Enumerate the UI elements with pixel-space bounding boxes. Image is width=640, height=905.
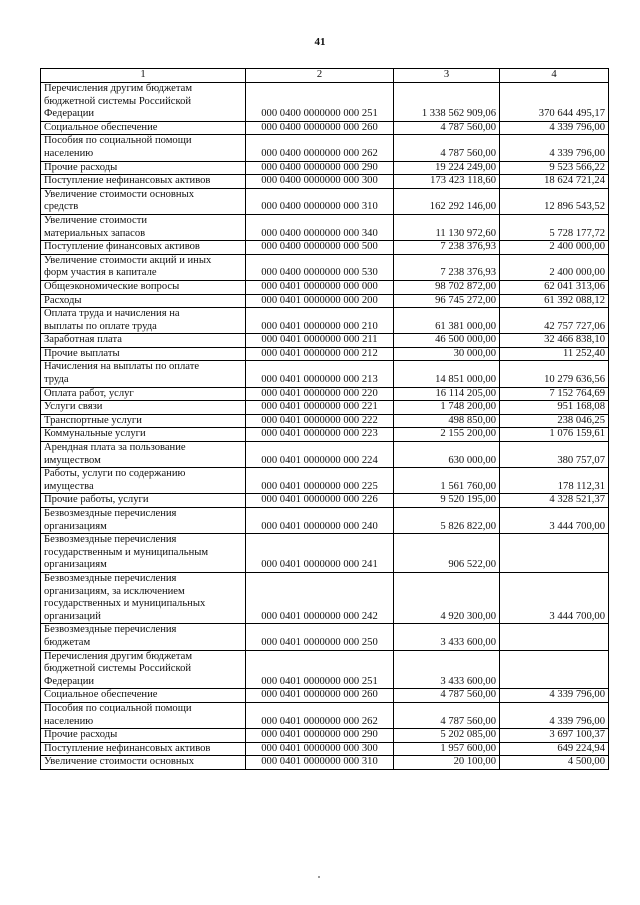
row-name-cell: Поступление нефинансовых активов bbox=[41, 742, 246, 756]
table-row bbox=[41, 401, 609, 415]
row-name-cell: Пособия по социальной помощи населению bbox=[41, 135, 246, 161]
table-row bbox=[41, 175, 609, 189]
row-name-cell: Безвозмездные перечисления организациям, за исключением государственных и муниципальных организаций bbox=[41, 572, 246, 623]
row-plan-cell: 4 787 560,00 bbox=[394, 121, 500, 135]
row-code-cell: 000 0401 0000000 000 223 bbox=[246, 428, 394, 442]
row-name-cell: Прочие выплаты bbox=[41, 347, 246, 361]
table-row bbox=[41, 572, 609, 623]
row-name-cell: Прочие работы, услуги bbox=[41, 494, 246, 508]
row-plan-cell: 2 155 200,00 bbox=[394, 428, 500, 442]
row-actual-cell: 3 444 700,00 bbox=[500, 572, 609, 623]
row-actual-cell: 10 279 636,56 bbox=[500, 361, 609, 387]
table-row bbox=[41, 294, 609, 308]
row-plan-cell: 19 224 249,00 bbox=[394, 161, 500, 175]
row-plan-cell: 4 787 560,00 bbox=[394, 689, 500, 703]
row-actual-cell: 3 697 100,37 bbox=[500, 729, 609, 743]
row-code-cell: 000 0400 0000000 000 500 bbox=[246, 241, 394, 255]
row-name-cell: Увеличение стоимости основных bbox=[41, 756, 246, 770]
table-row bbox=[41, 729, 609, 743]
table-row bbox=[41, 308, 609, 334]
row-plan-cell: 9 520 195,00 bbox=[394, 494, 500, 508]
row-actual-cell: 951 168,08 bbox=[500, 401, 609, 415]
row-code-cell: 000 0400 0000000 000 251 bbox=[246, 83, 394, 122]
row-code-cell: 000 0401 0000000 000 224 bbox=[246, 442, 394, 468]
table-row bbox=[41, 468, 609, 494]
page-number: 41 bbox=[314, 36, 326, 48]
row-actual-cell: 649 224,94 bbox=[500, 742, 609, 756]
row-plan-cell: 16 114 205,00 bbox=[394, 387, 500, 401]
row-actual-cell: 9 523 566,22 bbox=[500, 161, 609, 175]
row-name-cell: Услуги связи bbox=[41, 401, 246, 415]
row-code-cell: 000 0401 0000000 000 250 bbox=[246, 624, 394, 650]
row-name-cell: Общеэкономические вопросы bbox=[41, 280, 246, 294]
row-plan-cell: 7 238 376,93 bbox=[394, 254, 500, 280]
row-code-cell: 000 0401 0000000 000 200 bbox=[246, 294, 394, 308]
row-name-cell: Увеличение стоимости основных средств bbox=[41, 188, 246, 214]
row-plan-cell: 906 522,00 bbox=[394, 534, 500, 573]
table-row bbox=[41, 361, 609, 387]
row-actual-cell: 4 500,00 bbox=[500, 756, 609, 770]
row-name-cell: Заработная плата bbox=[41, 334, 246, 348]
row-name-cell: Работы, услуги по содержанию имущества bbox=[41, 468, 246, 494]
row-name-cell: Социальное обеспечение bbox=[41, 121, 246, 135]
row-plan-cell: 61 381 000,00 bbox=[394, 308, 500, 334]
row-plan-cell: 1 338 562 909,06 bbox=[394, 83, 500, 122]
row-code-cell: 000 0401 0000000 000 226 bbox=[246, 494, 394, 508]
row-plan-cell: 162 292 146,00 bbox=[394, 188, 500, 214]
table-row bbox=[41, 254, 609, 280]
row-plan-cell: 4 920 300,00 bbox=[394, 572, 500, 623]
table-row bbox=[41, 280, 609, 294]
row-actual-cell bbox=[500, 534, 609, 573]
row-name-cell: Оплата труда и начисления на выплаты по оплате труда bbox=[41, 308, 246, 334]
row-actual-cell: 4 339 796,00 bbox=[500, 135, 609, 161]
row-actual-cell: 42 757 727,06 bbox=[500, 308, 609, 334]
row-plan-cell: 498 850,00 bbox=[394, 414, 500, 428]
row-code-cell: 000 0401 0000000 000 212 bbox=[246, 347, 394, 361]
row-plan-cell: 7 238 376,93 bbox=[394, 241, 500, 255]
row-actual-cell: 11 252,40 bbox=[500, 347, 609, 361]
table-body bbox=[41, 83, 609, 770]
table-row bbox=[41, 650, 609, 689]
scan-speck bbox=[318, 876, 320, 878]
row-plan-cell: 30 000,00 bbox=[394, 347, 500, 361]
row-actual-cell: 1 076 159,61 bbox=[500, 428, 609, 442]
row-code-cell: 000 0400 0000000 000 530 bbox=[246, 254, 394, 280]
table-row bbox=[41, 508, 609, 534]
row-code-cell: 000 0401 0000000 000 241 bbox=[246, 534, 394, 573]
table-row bbox=[41, 334, 609, 348]
row-plan-cell: 46 500 000,00 bbox=[394, 334, 500, 348]
row-actual-cell bbox=[500, 650, 609, 689]
row-plan-cell: 5 826 822,00 bbox=[394, 508, 500, 534]
table-row bbox=[41, 347, 609, 361]
row-actual-cell: 7 152 764,69 bbox=[500, 387, 609, 401]
row-actual-cell: 3 444 700,00 bbox=[500, 508, 609, 534]
table-row bbox=[41, 135, 609, 161]
row-code-cell: 000 0401 0000000 000 240 bbox=[246, 508, 394, 534]
column-header-4: 4 bbox=[500, 69, 609, 83]
row-plan-cell: 3 433 600,00 bbox=[394, 650, 500, 689]
row-name-cell: Оплата работ, услуг bbox=[41, 387, 246, 401]
row-name-cell: Начисления на выплаты по оплате труда bbox=[41, 361, 246, 387]
row-plan-cell: 11 130 972,60 bbox=[394, 214, 500, 240]
table-row bbox=[41, 161, 609, 175]
row-plan-cell: 3 433 600,00 bbox=[394, 624, 500, 650]
table-row bbox=[41, 534, 609, 573]
row-code-cell: 000 0401 0000000 000 213 bbox=[246, 361, 394, 387]
row-plan-cell: 4 787 560,00 bbox=[394, 135, 500, 161]
table-row bbox=[41, 121, 609, 135]
row-actual-cell: 238 046,25 bbox=[500, 414, 609, 428]
row-plan-cell: 98 702 872,00 bbox=[394, 280, 500, 294]
table-row bbox=[41, 742, 609, 756]
row-name-cell: Арендная плата за пользование имуществом bbox=[41, 442, 246, 468]
row-code-cell: 000 0400 0000000 000 300 bbox=[246, 175, 394, 189]
row-code-cell: 000 0401 0000000 000 221 bbox=[246, 401, 394, 415]
row-code-cell: 000 0401 0000000 000 225 bbox=[246, 468, 394, 494]
row-name-cell: Поступление финансовых активов bbox=[41, 241, 246, 255]
row-actual-cell: 4 339 796,00 bbox=[500, 121, 609, 135]
row-code-cell: 000 0401 0000000 000 310 bbox=[246, 756, 394, 770]
row-actual-cell: 178 112,31 bbox=[500, 468, 609, 494]
row-name-cell: Прочие расходы bbox=[41, 161, 246, 175]
table-row bbox=[41, 428, 609, 442]
row-actual-cell: 12 896 543,52 bbox=[500, 188, 609, 214]
row-actual-cell: 5 728 177,72 bbox=[500, 214, 609, 240]
row-name-cell: Увеличение стоимости материальных запасов bbox=[41, 214, 246, 240]
row-code-cell: 000 0400 0000000 000 310 bbox=[246, 188, 394, 214]
table-row bbox=[41, 689, 609, 703]
row-actual-cell: 370 644 495,17 bbox=[500, 83, 609, 122]
row-plan-cell: 5 202 085,00 bbox=[394, 729, 500, 743]
table-row bbox=[41, 241, 609, 255]
table-row bbox=[41, 756, 609, 770]
row-actual-cell: 32 466 838,10 bbox=[500, 334, 609, 348]
row-code-cell: 000 0401 0000000 000 000 bbox=[246, 280, 394, 294]
table-row bbox=[41, 624, 609, 650]
row-actual-cell: 62 041 313,06 bbox=[500, 280, 609, 294]
row-name-cell: Расходы bbox=[41, 294, 246, 308]
row-name-cell: Пособия по социальной помощи населению bbox=[41, 702, 246, 728]
row-code-cell: 000 0401 0000000 000 211 bbox=[246, 334, 394, 348]
row-code-cell: 000 0400 0000000 000 260 bbox=[246, 121, 394, 135]
row-name-cell: Безвозмездные перечисления бюджетам bbox=[41, 624, 246, 650]
budget-table bbox=[40, 68, 609, 770]
row-name-cell: Безвозмездные перечисления организациям bbox=[41, 508, 246, 534]
row-actual-cell: 4 339 796,00 bbox=[500, 702, 609, 728]
row-plan-cell: 14 851 000,00 bbox=[394, 361, 500, 387]
row-code-cell: 000 0401 0000000 000 222 bbox=[246, 414, 394, 428]
row-code-cell: 000 0401 0000000 000 242 bbox=[246, 572, 394, 623]
row-actual-cell: 4 328 521,37 bbox=[500, 494, 609, 508]
table-row bbox=[41, 83, 609, 122]
row-name-cell: Коммунальные услуги bbox=[41, 428, 246, 442]
row-name-cell: Безвозмездные перечисления государственным и муниципальным организациям bbox=[41, 534, 246, 573]
row-plan-cell: 630 000,00 bbox=[394, 442, 500, 468]
row-actual-cell: 4 339 796,00 bbox=[500, 689, 609, 703]
column-header-2: 2 bbox=[246, 69, 394, 83]
row-code-cell: 000 0401 0000000 000 220 bbox=[246, 387, 394, 401]
row-code-cell: 000 0400 0000000 000 340 bbox=[246, 214, 394, 240]
row-name-cell: Поступление нефинансовых активов bbox=[41, 175, 246, 189]
row-plan-cell: 20 100,00 bbox=[394, 756, 500, 770]
row-code-cell: 000 0401 0000000 000 300 bbox=[246, 742, 394, 756]
table-row bbox=[41, 214, 609, 240]
table-row bbox=[41, 387, 609, 401]
row-plan-cell: 173 423 118,60 bbox=[394, 175, 500, 189]
row-code-cell: 000 0400 0000000 000 262 bbox=[246, 135, 394, 161]
table-row bbox=[41, 442, 609, 468]
row-plan-cell: 1 561 760,00 bbox=[394, 468, 500, 494]
table-row bbox=[41, 494, 609, 508]
row-plan-cell: 1 957 600,00 bbox=[394, 742, 500, 756]
row-actual-cell: 2 400 000,00 bbox=[500, 254, 609, 280]
row-name-cell: Перечисления другим бюджетам бюджетной системы Российской Федерации bbox=[41, 83, 246, 122]
row-code-cell: 000 0401 0000000 000 260 bbox=[246, 689, 394, 703]
column-header-1: 1 bbox=[41, 69, 246, 83]
table-row bbox=[41, 414, 609, 428]
row-code-cell: 000 0401 0000000 000 251 bbox=[246, 650, 394, 689]
table-header-row bbox=[41, 69, 609, 83]
row-actual-cell: 61 392 088,12 bbox=[500, 294, 609, 308]
row-code-cell: 000 0401 0000000 000 262 bbox=[246, 702, 394, 728]
row-actual-cell bbox=[500, 624, 609, 650]
row-actual-cell: 18 624 721,24 bbox=[500, 175, 609, 189]
row-plan-cell: 96 745 272,00 bbox=[394, 294, 500, 308]
table-row bbox=[41, 702, 609, 728]
row-code-cell: 000 0401 0000000 000 210 bbox=[246, 308, 394, 334]
row-name-cell: Перечисления другим бюджетам бюджетной системы Российской Федерации bbox=[41, 650, 246, 689]
row-code-cell: 000 0401 0000000 000 290 bbox=[246, 729, 394, 743]
row-code-cell: 000 0400 0000000 000 290 bbox=[246, 161, 394, 175]
row-plan-cell: 1 748 200,00 bbox=[394, 401, 500, 415]
row-name-cell: Прочие расходы bbox=[41, 729, 246, 743]
row-name-cell: Транспортные услуги bbox=[41, 414, 246, 428]
row-plan-cell: 4 787 560,00 bbox=[394, 702, 500, 728]
column-header-3: 3 bbox=[394, 69, 500, 83]
row-actual-cell: 2 400 000,00 bbox=[500, 241, 609, 255]
row-name-cell: Увеличение стоимости акций и иных форм участия в капитале bbox=[41, 254, 246, 280]
row-name-cell: Социальное обеспечение bbox=[41, 689, 246, 703]
row-actual-cell: 380 757,07 bbox=[500, 442, 609, 468]
table-row bbox=[41, 188, 609, 214]
